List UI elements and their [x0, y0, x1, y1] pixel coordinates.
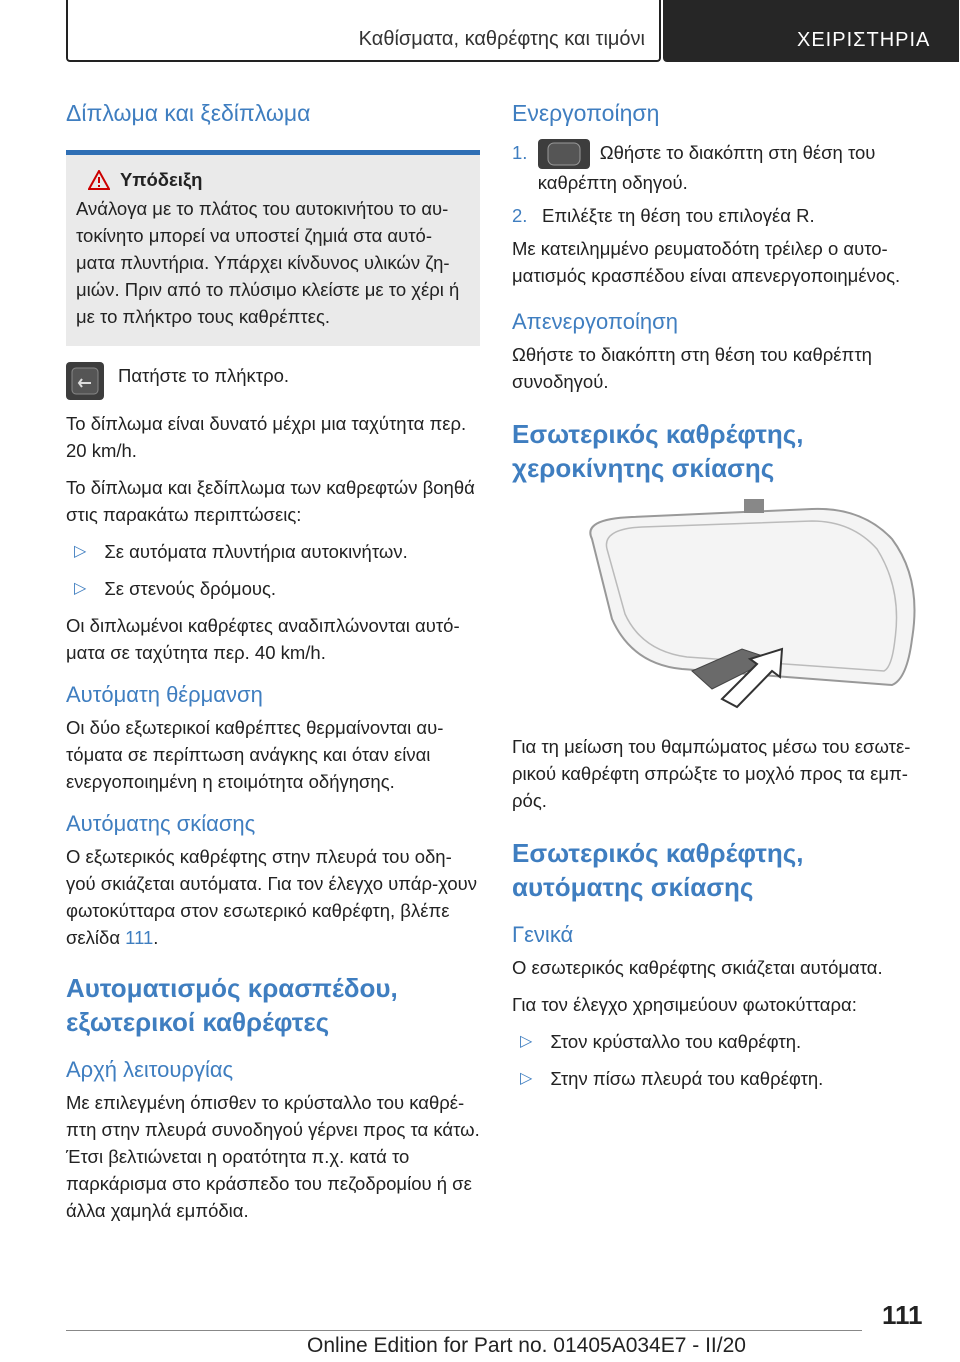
heading-inner-manual: Εσωτερικός καθρέφτης, χεροκίνητης σκίασης — [512, 419, 804, 484]
page-link[interactable]: 111 — [125, 927, 154, 948]
speed-text: Το δίπλωμα είναι δυνατό μέχρι μια ταχύτητα περ. 20 km/h. — [66, 413, 467, 461]
general-text-1: Ο εσωτερικός καθρέφτης σκιάζεται αυτόματα. — [512, 957, 883, 979]
heading-inner-auto: Εσωτερικός καθρέφτης, αυτόματης σκίασης — [512, 838, 804, 903]
list-item: ▷ Σε στενούς δρόμους. — [66, 575, 480, 602]
warning-note — [66, 155, 480, 346]
heading-heat: Αυτόματη θέρμανση — [66, 682, 263, 707]
left-column — [66, 100, 480, 1224]
page-number: 111 — [882, 1300, 923, 1330]
fold-button-icon — [66, 362, 104, 400]
mirror-illustration — [512, 499, 926, 729]
right-column — [512, 100, 926, 1092]
warning-icon — [88, 170, 110, 190]
list-item: 1. Ωθήστε το διακόπτη στη θέση του καθρέπτη οδηγού. — [512, 139, 926, 196]
heading-principle: Αρχή λειτουργίας — [66, 1057, 234, 1082]
list-item: ▷ Σε αυτόματα πλυντήρια αυτοκινήτων. — [66, 538, 480, 565]
footer-rule — [66, 1330, 862, 1331]
page-header — [66, 0, 959, 62]
section-tab — [66, 0, 661, 62]
helps-text: Το δίπλωμα και ξεδίπλωμα των καθρεφτών βοηθά στις παρακάτω περιπτώσεις: — [66, 477, 475, 525]
note-text: Ανάλογα με το πλάτος του αυτοκινήτου το αυ‐τοκίνητο μπορεί να υποστεί ζημιά στα αυτό‐ματα πλυντήρια. Υπάρχει κίνδυνος υλικών ζη‐μιών. Πριν από το πλύσιμο κλείστε με το χέρι ή με το πλήκτρο τους καθρέπτες. — [76, 198, 460, 327]
principle-text: Με επιλεγμένη όπισθεν το κρύσταλλο του καθρέ‐πτη στην πλευρά συνοδηγού γέρνει προς τα κάτω. Έτσι βελτιώνεται η ορατότητα π.χ. κατά το παρκάρισμα στο κράσπεδο του πεζοδρομίου ή σε άλλα χαμηλά εμπόδια. — [66, 1092, 480, 1221]
bullet-icon: ▷ — [520, 1070, 533, 1088]
chapter-title: ΧΕΙΡΙΣΤΗΡΙΑ — [797, 29, 931, 51]
heading-activate: Ενεργοποίηση — [512, 100, 660, 126]
bullet-icon: ▷ — [74, 543, 87, 560]
note-title: Υπόδειξη — [120, 169, 203, 190]
heading-deactivate: Απενεργοποίηση — [512, 309, 678, 335]
bullet-icon: ▷ — [74, 580, 87, 597]
heat-text: Οι δύο εξωτερικοί καθρέπτες θερμαίνονται αυ‐τόματα σε περίπτωση ανάγκης και όταν είναι ενεργοποιημένη η ετοιμότητα οδήγησης. — [66, 717, 444, 792]
unfold-text: Οι διπλωμένοι καθρέφτες αναδιπλώνονται αυτό‐ματα σε ταχύτητα περ. 40 km/h. — [66, 615, 460, 663]
dim-text: Ο εξωτερικός καθρέφτης στην πλευρά του οδη‐γού σκιάζεται αυτόματα. Για τον έλεγχο υπάρ‐χουν φωτοκύτταρα στον εσωτερικό καθρέφτη, βλέπε σελίδα 111. — [66, 846, 478, 948]
heading-fold: Δίπλωμα και ξεδίπλωμα — [66, 100, 311, 126]
edition-text: Online Edition for Part no. 01405A034E7 - II/20 — [307, 1334, 746, 1357]
bullet-icon: ▷ — [520, 1033, 533, 1051]
inner-text: Για τη μείωση του θαμπώματος μέσω του εσωτε‐ρικού καθρέφτη σπρώξτε το μοχλό προς τα εμπ‐ρός. — [512, 736, 911, 812]
list-item: 2. Επιλέξτε τη θέση του επιλογέα R. — [512, 205, 815, 227]
list-item: ▷ Στον κρύσταλλο του καθρέφτη. — [512, 1028, 926, 1055]
heading-general: Γενικά — [512, 922, 574, 948]
deactivate-text: Ωθήστε το διακόπτη στη θέση του καθρέπτη συνοδηγού. — [512, 344, 872, 393]
press-key-text: Πατήστε το πλήκτρο. — [118, 365, 290, 386]
mirror-switch-icon — [538, 139, 590, 169]
list-item: ▷ Στην πίσω πλευρά του καθρέφτη. — [512, 1065, 926, 1092]
chapter-tab — [663, 0, 959, 62]
heading-dim: Αυτόματης σκίασης — [66, 811, 256, 836]
general-text-2: Για τον έλεγχο χρησιμεύουν φωτοκύτταρα: — [512, 994, 857, 1016]
heading-auto-curb: Αυτοματισμός κρασπέδου, εξωτερικοί καθρέφτες — [66, 973, 398, 1037]
section-title: Καθίσματα, καθρέφτης και τιμόνι — [358, 28, 645, 50]
trailer-text: Με κατειλημμένο ρευματοδότη τρέιλερ ο αυτο‐ματισμός κρασπέδου είναι απενεργοποιημένος. — [512, 238, 901, 287]
